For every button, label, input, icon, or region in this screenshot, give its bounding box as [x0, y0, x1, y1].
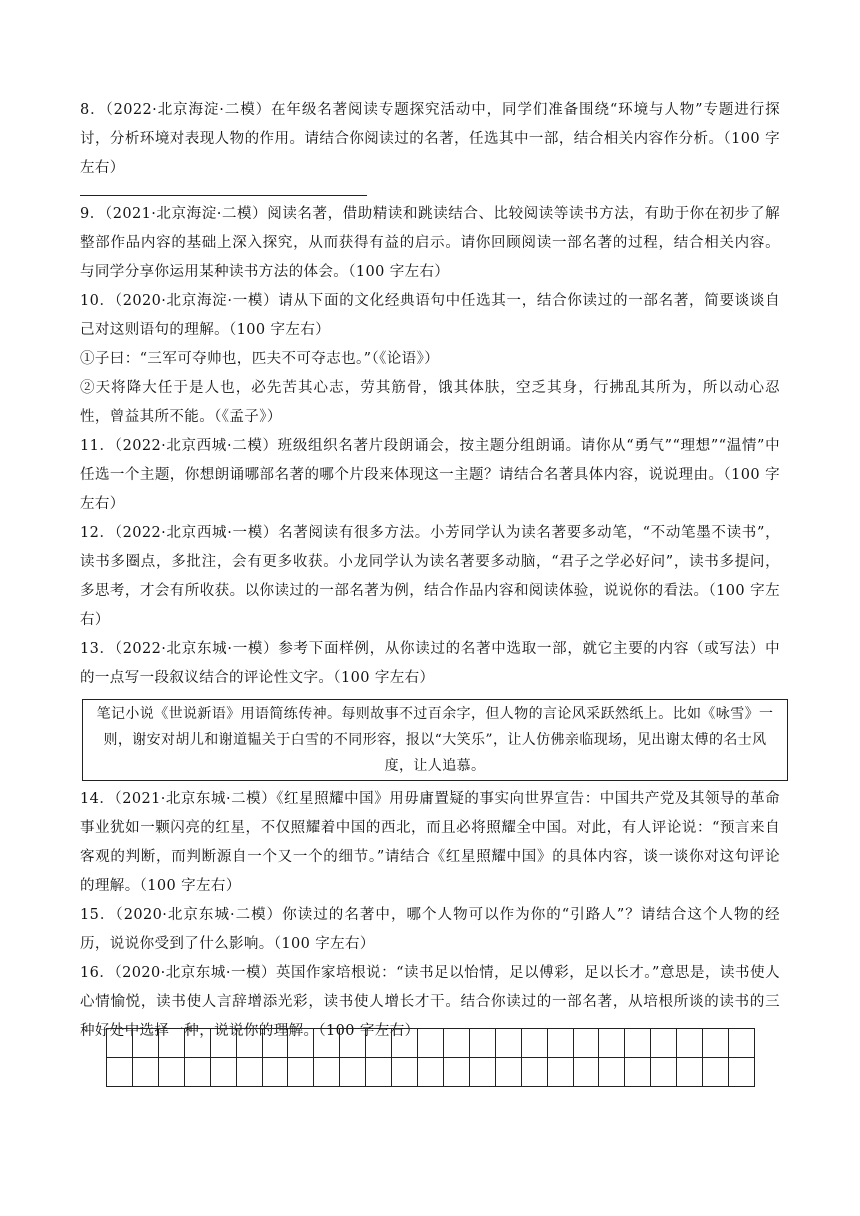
answer-cell[interactable] [651, 1058, 677, 1087]
answer-cell[interactable] [314, 1058, 340, 1087]
answer-cell[interactable] [703, 1058, 729, 1087]
answer-cell[interactable] [211, 1058, 237, 1087]
answer-cell[interactable] [392, 1058, 418, 1087]
answer-cell[interactable] [418, 1058, 444, 1087]
answer-cell[interactable] [418, 1029, 444, 1058]
answer-grid[interactable] [106, 1028, 755, 1087]
answer-cell[interactable] [599, 1058, 625, 1087]
answer-line [80, 195, 367, 196]
answer-cell[interactable] [107, 1029, 133, 1058]
quote-option-2: ②天将降大任于是人也，必先苦其心志，劳其筋骨，饿其体肤，空乏其身，行拂乱其所为，所以动心忍性，曾益其所不能。（《孟子》） [80, 380, 780, 425]
answer-cell[interactable] [159, 1058, 185, 1087]
answer-cell[interactable] [729, 1058, 755, 1087]
question-list [80, 96, 780, 1046]
answer-cell[interactable] [340, 1029, 366, 1058]
answer-cell[interactable] [625, 1058, 651, 1087]
answer-cell[interactable] [522, 1058, 548, 1087]
answer-cell[interactable] [444, 1058, 470, 1087]
answer-cell[interactable] [263, 1058, 289, 1087]
sample-box: 笔记小说《世说新语》用语简练传神。每则故事不过百余字，但人物的言论风采跃然纸上。比如《咏雪》一则，谢安对胡儿和谢道韫关于白雪的不同形容，报以“大笑乐”，让人仿佛亲临现场，见出谢太傅的名士风度，让人追慕。 [82, 699, 788, 781]
answer-cell[interactable] [159, 1029, 185, 1058]
answer-cell[interactable] [677, 1029, 703, 1058]
answer-cell[interactable] [288, 1029, 314, 1058]
answer-cell[interactable] [703, 1029, 729, 1058]
answer-cell[interactable] [133, 1029, 159, 1058]
question-13: 13．（2022·北京东城·一模）参考下面样例，从你读过的名著中选取一部，就它主要的内容（或写法）中的一点写一段叙议结合的评论性文字。（100 字左右） [80, 641, 780, 686]
answer-cell[interactable] [185, 1058, 211, 1087]
answer-cell[interactable] [366, 1058, 392, 1087]
answer-cell[interactable] [314, 1029, 340, 1058]
question-16: 16．（2020·北京东城·一模）英国作家培根说：“读书足以怡情，足以傅彩，足以长才。”意思是，读书使人心情愉悦，读书使人言辞增添光彩，读书使人增长才干。结合你读过的一部名著，从培根所谈的读书的三种好处中选择一种，说说你的理解。（100 字左右） [80, 965, 780, 1039]
answer-cell[interactable] [185, 1029, 211, 1058]
answer-cell[interactable] [263, 1029, 289, 1058]
question-14: 14．（2021·北京东城·二模）《红星照耀中国》用毋庸置疑的事实向世界宣告：中国共产党及其领导的革命事业犹如一颗闪亮的红星，不仅照耀着中国的西北，而且必将照耀全中国。对此，有人评论说：“预言来自客观的判断，而判断源自一个又一个的细节。”请结合《红星照耀中国》的具体内容，谈一谈你对这句评论的理解。（100 字左右） [80, 791, 780, 894]
answer-cell[interactable] [496, 1029, 522, 1058]
answer-cell[interactable] [470, 1058, 496, 1087]
question-9: 9．（2021·北京海淀·二模）阅读名著，借助精读和跳读结合、比较阅读等读书方法，有助于你在初步了解整部作品内容的基础上深入探究，从而获得有益的启示。请你回顾阅读一部名著的过程，结合相关内容。与同学分享你运用某种读书方法的体会。（100 字左右） [80, 206, 780, 280]
answer-cell[interactable] [211, 1029, 237, 1058]
answer-cell[interactable] [340, 1058, 366, 1087]
answer-cell[interactable] [548, 1029, 574, 1058]
quote-option-1: ①子曰：“三军可夺帅也，匹夫不可夺志也。”（《论语》） [80, 351, 440, 367]
answer-cell[interactable] [288, 1058, 314, 1087]
answer-cell[interactable] [470, 1029, 496, 1058]
answer-cell[interactable] [366, 1029, 392, 1058]
question-10: 10．（2020·北京海淀·一模）请从下面的文化经典语句中任选其一，结合你读过的一部名著，简要谈谈自己对这则语句的理解。（100 字左右） [80, 293, 780, 338]
answer-cell[interactable] [237, 1029, 263, 1058]
answer-cell[interactable] [574, 1029, 600, 1058]
question-15: 15．（2020·北京东城·二模）你读过的名著中，哪个人物可以作为你的“引路人”？请结合这个人物的经历，说说你受到了什么影响。（100 字左右） [80, 907, 780, 952]
answer-cell[interactable] [107, 1058, 133, 1087]
answer-cell[interactable] [237, 1058, 263, 1087]
question-11: 11．（2022·北京西城·二模）班级组织名著片段朗诵会，按主题分组朗诵。请你从“勇气”“理想”“温情”中任选一个主题，你想朗诵哪部名著的哪个片段来体现这一主题？请结合名著具体内容，说说理由。（100 字左右） [80, 438, 780, 512]
question-12: 12．（2022·北京西城·一模）名著阅读有很多方法。小芳同学认为读名著要多动笔，“不动笔墨不读书”，读书多圈点，多批注，会有更多收获。小龙同学认为读名著要多动脑，“君子之学必好问”，读书多提问，多思考，才会有所收获。以你读过的一部名著为例，结合作品内容和阅读体验，说说你的看法。（100 字左右） [80, 525, 780, 628]
answer-cell[interactable] [444, 1029, 470, 1058]
answer-cell[interactable] [392, 1029, 418, 1058]
answer-cell[interactable] [677, 1058, 703, 1087]
answer-cell[interactable] [625, 1029, 651, 1058]
answer-cell[interactable] [133, 1058, 159, 1087]
answer-cell[interactable] [574, 1058, 600, 1087]
answer-cell[interactable] [522, 1029, 548, 1058]
answer-cell[interactable] [599, 1029, 625, 1058]
answer-cell[interactable] [651, 1029, 677, 1058]
question-8: 8．（2022·北京海淀·二模）在年级名著阅读专题探究活动中，同学们准备围绕“环境与人物”专题进行探讨，分析环境对表现人物的作用。请结合你阅读过的名著，任选其中一部，结合相关内容作分析。（100 字左右） [80, 102, 780, 176]
answer-cell[interactable] [496, 1058, 522, 1087]
answer-cell[interactable] [548, 1058, 574, 1087]
answer-cell[interactable] [729, 1029, 755, 1058]
